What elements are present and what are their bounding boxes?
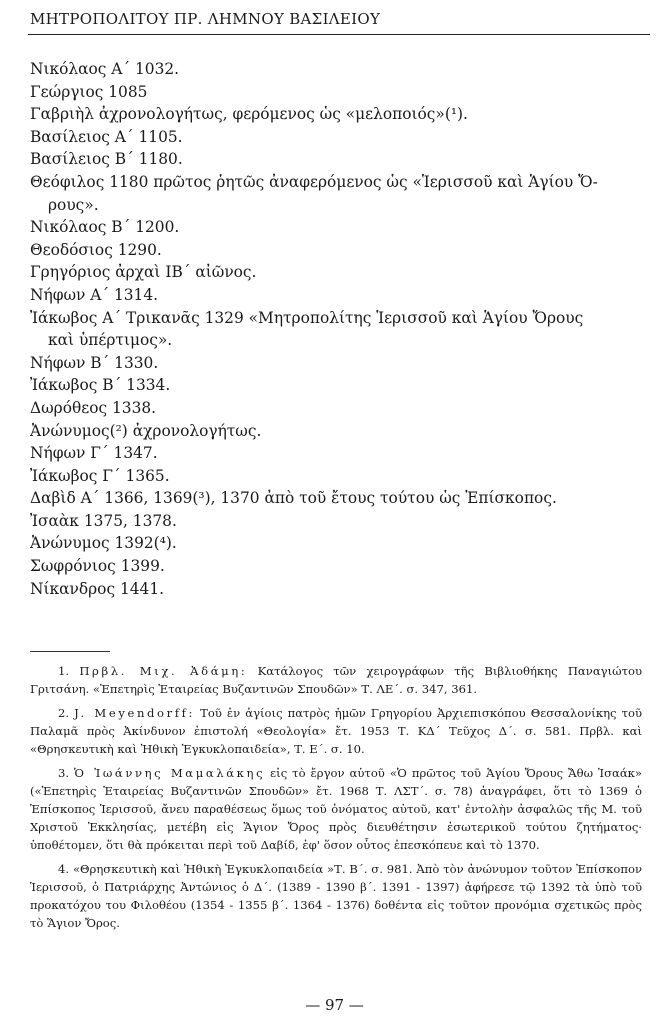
list-item: Νικόλαος Α΄ 1032. bbox=[30, 60, 180, 78]
footnotes bbox=[30, 662, 642, 938]
header-rule bbox=[28, 34, 650, 35]
footnote-text: Κατάλογος τῶν χειρογράφων τῆς Βιβλιοθήκης Παναγιώτου Γριτσάνη. «Ἐπετηρὶς Ἑταιρείας Βυζαντινῶν Σπουδῶν» Τ. ΛΕ΄. σ. 347, 361. bbox=[30, 664, 643, 696]
list-item: Θεόφιλος 1180 πρῶτος ῥητῶς ἀναφερόμενος ὡς «Ἱερισσοῦ καὶ Ἁγίου Ὄ- ρους». bbox=[30, 172, 598, 214]
list-item: Νήφων Γ΄ 1347. bbox=[30, 444, 158, 463]
list-item: Σωφρόνιος 1399. bbox=[30, 557, 165, 576]
list-item: Ἀνώνυμος 1392(⁴). bbox=[30, 534, 177, 553]
footnote: 3. Ὁ Ἰωάννης Μαμαλάκης εἰς τὸ ἔργον αὐτοῦ «Ὁ πρῶτος τοῦ Ἁγίου Ὄρους Ἄθω Ἰσαάκ» («Ἐπετηρὶς Ἑταιρείας Βυζαντινῶν Σπουδῶν» ἔτ. 1968 Τ. ΛΣΤ΄. σ. 78) ἀναγράφει, ὅτι τὸ 1369 ὁ Ἐπίσκοπος Ἱερισσοῦ, ἄνευ παραθέσεως ὅμως τοῦ ὀνόματος αὐτοῦ, κατ' ἐντολὴν ἀσφαλῶς τῆς Μ. τοῦ Χριστοῦ Ἐκκλησίας, μετέβη εἰς Ἅγιον Ὄρος πρὸς διευθέτησιν ἐσωτερικοῦ τούτου ζητήματος· ὑποθέτομεν, ὅτι θὰ πρόκειται περὶ τοῦ Δαβίδ, ἐφ' ὅσον οὗτος ἐπεσκόπευε καὶ τὸ 1370. bbox=[30, 766, 642, 852]
footnote-text: Τοῦ ἐν ἁγίοις πατρὸς ἡμῶν Γρηγορίου Ἀρχιεπισκόπου Θεσσαλονίκης τοῦ Παλαμᾶ πρὸς Ἀκίνδυνον ἐπιστολή «Θεολογία» ἔτ. 1953 Τ. ΚΔ΄ Τεῦχος Δ΄. σ. 581. Πρβλ. καὶ «Θρησκευτικὴ καὶ Ἠθικὴ Ἐγκυκλοπαιδεία», Τ. Ε΄. σ. 10. bbox=[30, 706, 643, 756]
footnote-author: Πρβλ. Μιχ. Ἀδάμη: bbox=[79, 664, 248, 678]
list-item: Ἰάκωβος Γ΄ 1365. bbox=[30, 466, 170, 485]
footnote: 4. «Θρησκευτικὴ καὶ Ἠθικὴ Ἐγκυκλοπαιδεία »Τ. Β΄. σ. 981. Ἀπὸ τὸν ἀνώνυμον τοῦτον Ἐπίσκοπον Ἱερισσοῦ, ὁ Πατριάρχης Ἀντώνιος ὁ Δ΄. (1389 - 1390 β΄. 1391 - 1397) ἀφήρεσε τῷ 1392 τὰ ὑπὸ τοῦ προκατόχου του Φιλοθέου (1354 - 1355 β΄. 1364 - 1376) δοθέντα εἰς τοῦτον προνόμια σχετικῶς πρὸς τὸ Ἅγιον Ὄρος. bbox=[30, 862, 643, 930]
list-item: Δωρόθεος 1338. bbox=[30, 398, 157, 417]
list-item: Νήφων Α΄ 1314. bbox=[30, 285, 159, 304]
list-item: Δαβὶδ Α΄ 1366, 1369(³), 1370 ἀπὸ τοῦ ἔτους τούτου ὡς Ἐπίσκοπος. bbox=[30, 489, 557, 508]
list-item: Νήφων Β΄ 1330. bbox=[30, 353, 159, 372]
footnote-author: J. Meyendorff: bbox=[74, 706, 196, 720]
footnote-text: «Θρησκευτικὴ καὶ Ἠθικὴ Ἐγκυκλοπαιδεία »Τ. Β΄. σ. 981. Ἀπὸ τὸν ἀνώνυμον τοῦτον Ἐπίσκοπον Ἱερισσοῦ, ὁ Πατριάρχης Ἀντώνιος ὁ Δ΄. (1389 - 1390 β΄. 1391 - 1397) ἀφήρεσε τῷ 1392 τὰ ὑπὸ τοῦ προκατόχου του Φιλοθέου (1354 - 1355 β΄. 1364 - 1376) δοθέντα εἰς τοῦτον προνόμια σχετικῶς πρὸς τὸ Ἅγιον Ὄρος. bbox=[30, 862, 643, 930]
list-item: Ἀνώνυμος(²) ἀχρονολογήτως. bbox=[30, 421, 262, 440]
list-item: Νίκανδρος 1441. bbox=[30, 579, 165, 598]
running-header: ΜΗΤΡΟΠΟΛΙΤΟΥ ΠΡ. ΛΗΜΝΟΥ ΒΑΣΙΛΕΙΟΥ bbox=[30, 10, 381, 28]
list-item: Ἰσαὰκ 1375, 1378. bbox=[30, 511, 177, 530]
footnote-text: εἰς τὸ ἔργον αὐτοῦ «Ὁ πρῶτος τοῦ Ἁγίου Ὄρους Ἄθω Ἰσαάκ» («Ἐπετηρὶς Ἑταιρείας Βυζαντινῶν Σπουδῶν» ἔτ. 1968 Τ. ΛΣΤ΄. σ. 78) ἀναγράφει, ὅτι τὸ 1369 ὁ Ἐπίσκοπος Ἱερισσοῦ, ἄνευ παραθέσεως ὅμως τοῦ ὀνόματος αὐτοῦ, κατ' ἐντολὴν ἀσφαλῶς τῆς Μ. τοῦ Χριστοῦ Ἐκκλησίας, μετέβη εἰς Ἅγιον Ὄρος πρὸς διευθέτησιν ἐσωτερικοῦ τούτου ζητήματος· ὑποθέτομεν, ὅτι θὰ πρόκειται περὶ τοῦ Δαβίδ, ἐφ' ὅσον οὗτος ἐπεσκόπευε καὶ τὸ 1370. bbox=[30, 766, 642, 852]
list-item: Γαβριὴλ ἀχρονολογήτως, φερόμενος ὡς «μελοποιός»(¹). bbox=[30, 105, 468, 124]
list-item: Βασίλειος Α΄ 1105. bbox=[30, 127, 183, 146]
list-item: Θεοδόσιος 1290. bbox=[30, 240, 162, 259]
footnote-rule bbox=[30, 651, 110, 652]
list-item: Νικόλαος Β΄ 1200. bbox=[30, 218, 180, 237]
list-item: Γεώργιος 1085 bbox=[30, 82, 148, 101]
footnote-author: Ὁ Ἰωάννης Μαμαλάκης bbox=[74, 766, 266, 780]
bishop-list bbox=[30, 58, 640, 600]
footnote: 2. J. Meyendorff: Τοῦ ἐν ἁγίοις πατρὸς ἡμῶν Γρηγορίου Ἀρχιεπισκόπου Θεσσαλονίκης τοῦ Παλαμᾶ πρὸς Ἀκίνδυνον ἐπιστολή «Θεολογία» ἔτ. 1953 Τ. ΚΔ΄ Τεῦχος Δ΄. σ. 581. Πρβλ. καὶ «Θρησκευτικὴ καὶ Ἠθικὴ Ἐγκυκλοπαιδεία», Τ. Ε΄. σ. 10. bbox=[30, 706, 643, 756]
list-item: Βασίλειος Β΄ 1180. bbox=[30, 150, 183, 169]
footnote: 1. Πρβλ. Μιχ. Ἀδάμη: Κατάλογος τῶν χειρογράφων τῆς Βιβλιοθήκης Παναγιώτου Γριτσάνη. «Ἐπετηρὶς Ἑταιρείας Βυζαντινῶν Σπουδῶν» Τ. ΛΕ΄. σ. 347, 361. bbox=[30, 664, 643, 696]
list-item: Ἰάκωβος Β΄ 1334. bbox=[30, 376, 171, 395]
list-item: Γρηγόριος ἀρχαὶ ΙΒ΄ αἰῶνος. bbox=[30, 263, 257, 282]
list-item: Ἰάκωβος Α΄ Τρικανᾶς 1329 «Μητροπολίτης Ἱερισσοῦ καὶ Ἁγίου Ὄρους καὶ ὑπέρτιμος». bbox=[30, 308, 584, 350]
page-number: — 97 — bbox=[305, 996, 364, 1014]
